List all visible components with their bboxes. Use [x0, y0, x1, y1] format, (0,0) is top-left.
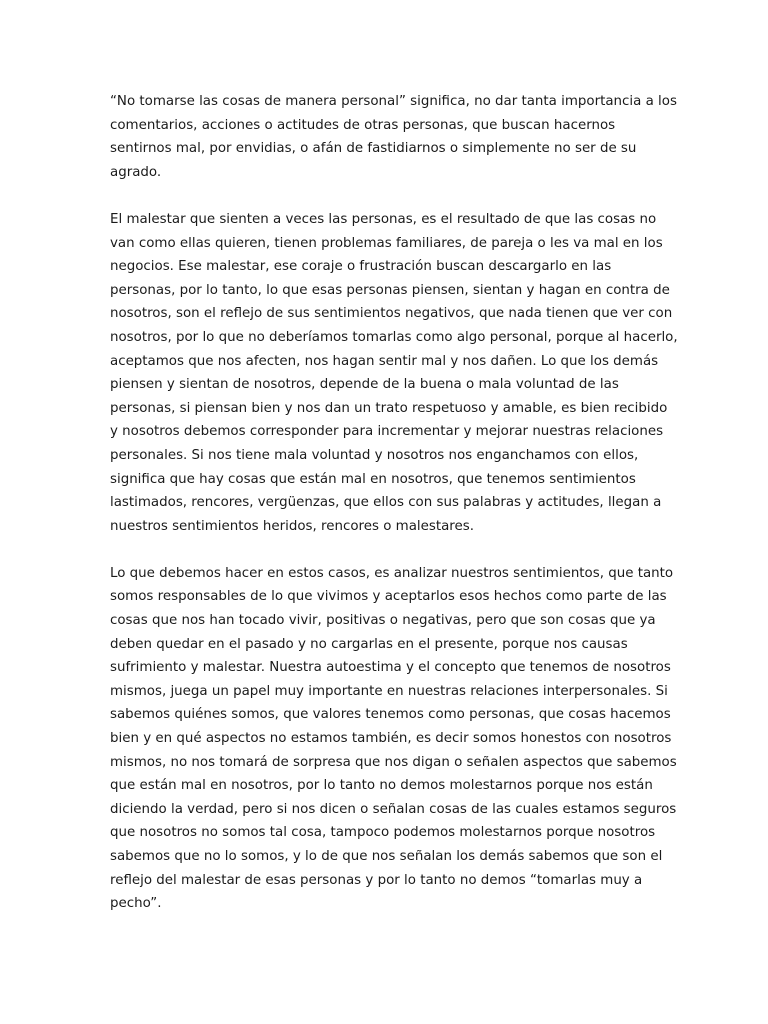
text-line: nosotros, son el reflejo de sus sentimientos negativos, que nada tienen que ver con: [110, 306, 673, 322]
text-line: nosotros, por lo que no deberíamos tomarlas como algo personal, porque al hacerlo,: [110, 329, 678, 345]
text-line: sentirnos mal, por envidias, o afán de fastidiarnos o simplemente no ser de su: [110, 141, 637, 157]
text-line: que están mal en nosotros, por lo tanto no demos molestarnos porque nos están: [110, 778, 653, 794]
text-line: que nosotros no somos tal cosa, tampoco podemos molestarnos porque nosotros: [110, 825, 656, 841]
text-line: Lo que debemos hacer en estos casos, es analizar nuestros sentimientos, que tanto: [110, 565, 674, 581]
paragraph-2: [110, 208, 678, 538]
text-line: cosas que nos han tocado vivir, positivas o negativas, pero que son cosas que ya: [110, 613, 656, 629]
text-line: personales. Si nos tiene mala voluntad y nosotros nos enganchamos con ellos,: [110, 447, 639, 463]
text-line: mismos, no nos tomará de sorpresa que nos digan o señalen aspectos que sabemos: [110, 754, 677, 770]
text-line: negocios. Ese malestar, ese coraje o frustración buscan descargarlo en las: [110, 259, 612, 275]
text-line: agrado.: [110, 164, 162, 180]
text-line: comentarios, acciones o actitudes de otras personas, que buscan hacernos: [110, 117, 616, 133]
text-line: bien y en qué aspectos no estamos también, es decir somos honestos con nosotros: [110, 731, 672, 747]
text-line: diciendo la verdad, pero si nos dicen o señalan cosas de las cuales estamos seguros: [110, 801, 677, 817]
text-line: significa que hay cosas que están mal en nosotros, que tenemos sentimientos: [110, 471, 636, 487]
document-body: [110, 90, 678, 939]
text-line: sabemos que no lo somos, y lo de que nos señalan los demás sabemos que son el: [110, 849, 663, 864]
text-line: personas, si piensan bien y nos dan un trato respetuoso y amable, es bien recibido: [110, 400, 668, 416]
paragraph-1: [110, 90, 677, 184]
text-line: sabemos quiénes somos, que valores tenemos como personas, que cosas hacemos: [110, 707, 671, 723]
text-line: nuestros sentimientos heridos, rencores o malestares.: [110, 518, 474, 534]
text-line: mismos, juega un papel muy importante en nuestras relaciones interpersonales. Si: [110, 683, 668, 699]
text-line: personas, por lo tanto, lo que esas personas piensen, sientan y hagan en contra de: [110, 282, 670, 298]
text-line: “No tomarse las cosas de manera personal” significa, no dar tanta importancia a los: [110, 94, 677, 109]
text-line: y nosotros debemos corresponder para incrementar y mejorar nuestras relaciones: [110, 424, 664, 440]
text-line: pecho”.: [110, 896, 162, 912]
text-line: van como ellas quieren, tienen problemas familiares, de pareja o les va mal en los: [110, 235, 663, 251]
text-line: reflejo del malestar de esas personas y por lo tanto no demos “tomarlas muy a: [110, 872, 643, 888]
text-line: aceptamos que nos afecten, nos hagan sentir mal y nos dañen. Lo que los demás: [110, 353, 659, 369]
paragraph-3: [110, 562, 677, 916]
text-line: sufrimiento y malestar. Nuestra autoestima y el concepto que tenemos de nosotros: [110, 660, 671, 676]
text-line: El malestar que sienten a veces las personas, es el resultado de que las cosas no: [110, 211, 657, 227]
text-line: piensen y sientan de nosotros, depende de la buena o mala voluntad de las: [110, 377, 619, 393]
text-line: lastimados, rencores, vergüenzas, que ellos con sus palabras y actitudes, llegan a: [110, 495, 662, 511]
text-line: somos responsables de lo que vivimos y aceptarlos esos hechos como parte de las: [110, 589, 667, 605]
text-line: deben quedar en el pasado y no cargarlas en el presente, porque nos causas: [110, 636, 628, 652]
